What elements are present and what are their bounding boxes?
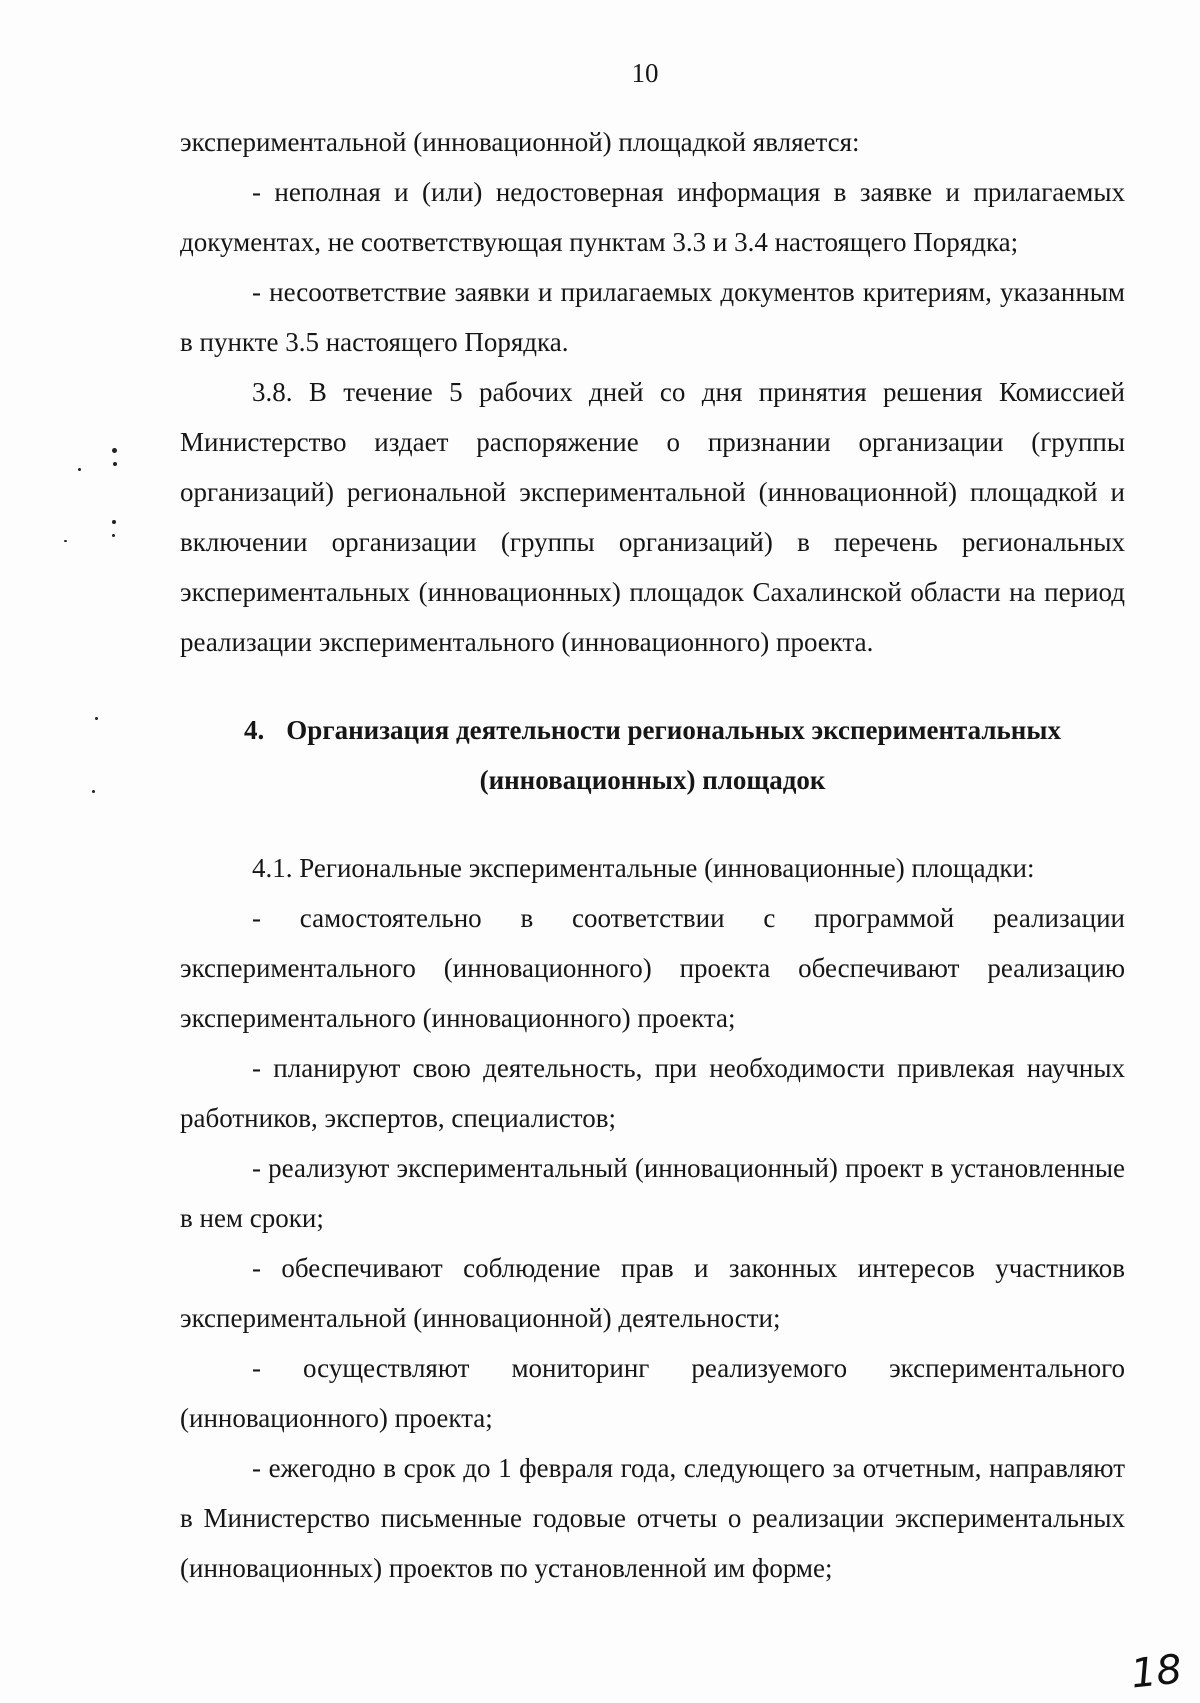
- list-item-incomplete-info: - неполная и (или) недостоверная информация в заявке и прилагаемых документах, не соответствующая пунктам 3.3 и 3.4 настоящего Порядка;: [180, 177, 1125, 257]
- list-item-independent: - самостоятельно в соответствии с программой реализации экспериментального (инновационного) проекта обеспечивают реализацию экспериментального (инновационного) проекта;: [180, 903, 1125, 1033]
- list-item-implement: - реализуют экспериментальный (инновационный) проект в установленные в нем сроки;: [180, 1153, 1125, 1233]
- section-title-line2: (инновационных) площадок: [479, 765, 826, 795]
- paragraph-continuation: экспериментальной (инновационной) площадкой является:: [180, 127, 860, 157]
- scan-speck: [112, 520, 116, 524]
- list-item-annual-reports: - ежегодно в срок до 1 февраля года, следующего за отчетным, направляют в Министерство письменные годовые отчеты о реализации экспериментальных (инновационных) проектов по установленной им форме;: [180, 1453, 1125, 1583]
- handwritten-page-mark: 18: [1128, 1646, 1185, 1698]
- scan-speck: [92, 790, 95, 793]
- scan-speck: [95, 717, 98, 720]
- scan-speck: [113, 462, 117, 466]
- list-item-rights: - обеспечивают соблюдение прав и законных интересов участников экспериментальной (инновационной) деятельности;: [180, 1253, 1125, 1333]
- section-number: 4.: [244, 715, 265, 745]
- document-body: [180, 117, 1125, 1593]
- scan-speck: [112, 534, 115, 537]
- page-number: 10: [631, 58, 659, 88]
- clause-4-1: 4.1. Региональные экспериментальные (инновационные) площадки:: [252, 853, 1035, 883]
- scan-speck: [78, 468, 81, 471]
- scan-speck: [112, 448, 117, 453]
- scan-speck: [64, 540, 67, 542]
- clause-3-8: 3.8. В течение 5 рабочих дней со дня принятия решения Комиссией Министерство издает распоряжение о признании организации (группы организаций) региональной экспериментальной (инновационной) площадкой и включении организации (группы организаций) в перечень региональных экспериментальных (инновационных) площадок Сахалинской области на период реализации экспериментального (инновационного) проекта.: [180, 377, 1125, 657]
- list-item-monitoring: - осуществляют мониторинг реализуемого экспериментального (инновационного) проекта;: [180, 1353, 1125, 1433]
- list-item-criteria-mismatch: - несоответствие заявки и прилагаемых документов критериям, указанным в пункте 3.5 настоящего Порядка.: [180, 277, 1125, 357]
- section-title-line1: Организация деятельности региональных экспериментальных: [286, 715, 1061, 745]
- section-heading: [180, 705, 1125, 805]
- list-item-planning: - планируют свою деятельность, при необходимости привлекая научных работников, экспертов, специалистов;: [180, 1053, 1125, 1133]
